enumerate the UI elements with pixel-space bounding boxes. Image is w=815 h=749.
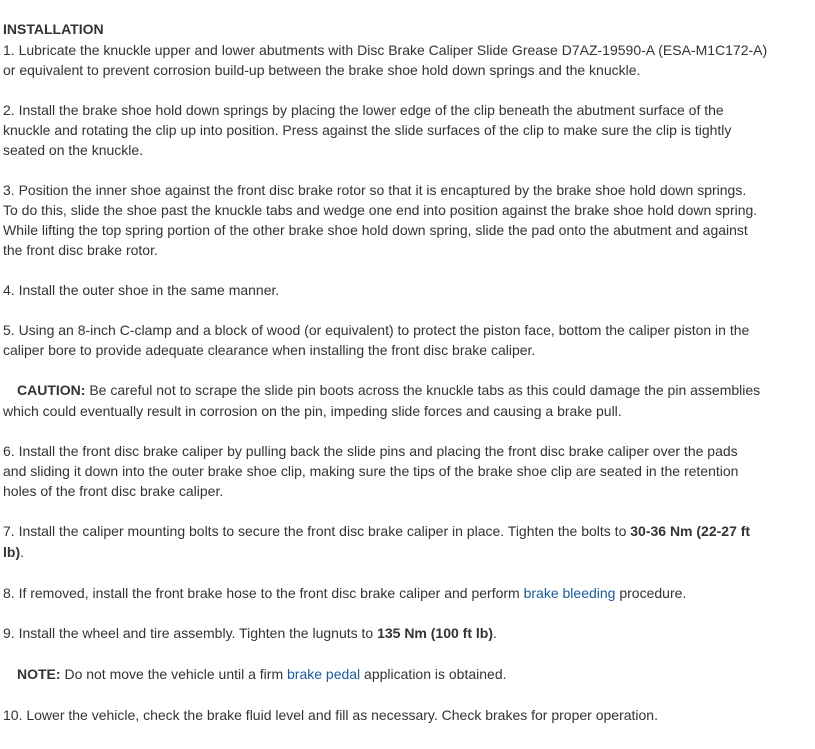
note-label: NOTE: bbox=[17, 666, 61, 682]
step-8-text: 8. If removed, install the front brake hose to the front disc brake caliper and perform bbox=[3, 585, 524, 601]
note-text-end: application is obtained. bbox=[360, 666, 507, 682]
step-2-line-1: 2. Install the brake shoe hold down springs by placing the lower edge of the clip beneath the abutment surface of the bbox=[3, 102, 724, 118]
brake-pedal-link[interactable]: brake pedal bbox=[287, 666, 361, 682]
brake-bleeding-link[interactable]: brake bleeding bbox=[523, 585, 616, 601]
step-6-line-3: holes of the front disc brake caliper. bbox=[3, 483, 224, 499]
step-3-line-1: 3. Position the inner shoe against the front disc brake rotor so that it is encaptured by the brake shoe hold down springs. bbox=[3, 182, 747, 198]
step-1-line-1: 1. Lubricate the knuckle upper and lower abutments with Disc Brake Caliper Slide Grease D7AZ-19590-A (ESA-M1C172-A) bbox=[3, 42, 768, 58]
step-2-line-3: seated on the knuckle. bbox=[3, 142, 144, 158]
step-7-end: . bbox=[20, 544, 24, 560]
step-7-torque: 30-36 Nm (22-27 ft bbox=[630, 523, 751, 539]
note-text: Do not move the vehicle until a firm bbox=[60, 666, 287, 682]
step-9-line-1 bbox=[3, 623, 497, 643]
section-heading: INSTALLATION bbox=[3, 21, 104, 37]
step-3-line-2: To do this, slide the shoe past the knuckle tabs and wedge one end into position against the brake shoe hold down spring. bbox=[3, 202, 758, 218]
step-2-line-2: knuckle and rotating the clip up into position. Press against the slide surfaces of the clip to make sure the clip is tightly bbox=[3, 122, 732, 138]
caution-text: Be careful not to scrape the slide pin boots across the knuckle tabs as this could damage the pin assemblies bbox=[85, 382, 761, 398]
caution-line-1 bbox=[17, 380, 760, 400]
step-9-torque: 135 Nm (100 ft lb) bbox=[377, 625, 494, 641]
step-8-text-end: procedure. bbox=[615, 585, 687, 601]
step-7-line-1 bbox=[3, 521, 750, 541]
step-1-line-2: or equivalent to prevent corrosion build-up between the brake shoe hold down springs and the knuckle. bbox=[3, 62, 641, 78]
step-7-text: 7. Install the caliper mounting bolts to secure the front disc brake caliper in place. Tighten the bolts to bbox=[3, 523, 631, 539]
step-3-line-3: While lifting the top spring portion of the other brake shoe hold down spring, slide the pad onto the abutment and against bbox=[3, 222, 748, 238]
caution-line-2: which could eventually result in corrosion on the pin, impeding slide forces and causing a brake pull. bbox=[3, 403, 622, 419]
note-line bbox=[17, 664, 507, 684]
step-6-line-2: and sliding it down into the outer brake shoe clip, making sure the tips of the brake shoe clip are seated in the retention bbox=[3, 463, 739, 479]
step-7-torque-unit: lb) bbox=[3, 544, 21, 560]
step-4-line-1: 4. Install the outer shoe in the same manner. bbox=[3, 282, 280, 298]
step-9-text: 9. Install the wheel and tire assembly. Tighten the lugnuts to bbox=[3, 625, 378, 641]
step-6-line-1: 6. Install the front disc brake caliper by pulling back the slide pins and placing the front disc brake caliper over the pads bbox=[3, 443, 738, 459]
step-10-line-1: 10. Lower the vehicle, check the brake fluid level and fill as necessary. Check brakes for proper operation. bbox=[3, 707, 658, 723]
step-8-line-1 bbox=[3, 583, 686, 603]
step-3-line-4: the front disc brake rotor. bbox=[3, 242, 158, 258]
caution-label: CAUTION: bbox=[17, 382, 86, 398]
step-5-line-2: caliper bore to provide adequate clearance when installing the front disc brake caliper. bbox=[3, 342, 536, 358]
step-7-line-2 bbox=[3, 542, 24, 562]
step-5-line-1: 5. Using an 8-inch C-clamp and a block of wood (or equivalent) to protect the piston face, bottom the caliper piston in the bbox=[3, 322, 750, 338]
step-9-end: . bbox=[493, 625, 497, 641]
